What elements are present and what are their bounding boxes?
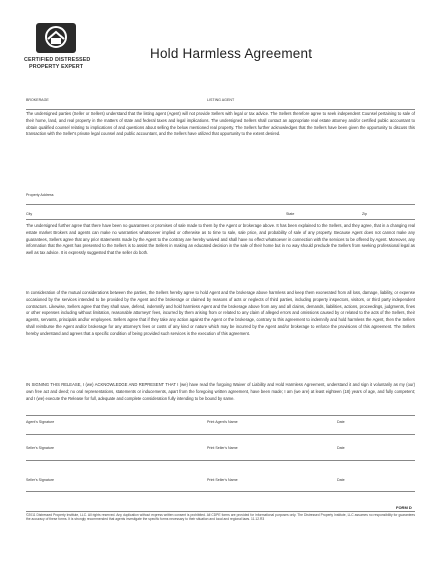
footer-divider — [26, 511, 415, 512]
brokerage-label: BROKERAGE — [26, 98, 49, 102]
paragraph-text: The undersigned parties (Seller or Sellers) understand that the listing agent (Agent) will not provide Sellers with legal or tax advice. The Sellers therefore agree to seek independent Counsel pertaining to sale of their home, land, and real property in the matters of state and federal taxes and legal implications. The undersigned Sellers shall contact an appropriate real estate attorney and/or certified public accountant to obtain qualified counsel relating to implications of and questions about selling the below mentioned real property. The Sellers further acknowledges that the Sellers have been given the opportunity to discuss this transaction with the Seller's private legal counsel and public accountant, and the Sellers have utilized that opportunity to the extent desired. — [26, 111, 415, 137]
paragraph-hold-harmless — [26, 290, 415, 337]
seller-signature-label-1: Seller's Signature — [26, 446, 55, 450]
state-label: State — [286, 212, 295, 216]
city-state-zip-line[interactable] — [26, 219, 415, 220]
brokerage-divider — [26, 109, 415, 110]
paragraph-no-guarantees — [26, 223, 415, 257]
paragraph-release — [26, 382, 415, 402]
print-agent-name-label: Print Agent's Name — [207, 420, 238, 424]
form-id: FORM D — [396, 505, 412, 510]
paragraph-legal-advice — [26, 111, 415, 138]
property-address-label: Property Address — [26, 193, 54, 197]
print-seller-name-label-2: Print Seller's Name — [207, 478, 238, 482]
signature-divider-top — [26, 415, 415, 416]
logo-text-line2: PROPERTY EXPERT — [29, 64, 84, 70]
city-label: City — [26, 212, 33, 216]
seller-signature-label-2: Seller's Signature — [26, 478, 55, 482]
page-title: Hold Harmless Agreement — [150, 46, 313, 61]
agent-signature-label: Agent's Signature — [26, 420, 55, 424]
agent-date-label: Date — [337, 420, 345, 424]
seller-date-label-2: Date — [337, 478, 345, 482]
paragraph-text: In consideration of the mutual considerations between the parties, the Sellers hereby agree to hold Agent and the brokerage above harmless and keep them exonerated from all loss, damage, liability, or expense occasioned by the services intended to be provided by the Agent and the brokerage or claimed by reasons of acts or neglects of third parties, including property inspectors, visitors, or third party independent contractors. Likewise, Sellers agree that they shall save, defend, indemnify and hold harmless Agent and the brokerage above from any and all claims, demands, liabilities, actions, proceedings, judgments, fines or other expenses including without limitation, reasonable attorneys' fees, incurred by them arising from or related to any claim of alleged errors and omissions caused by or related to the acts of the Sellers, their agents, servants, principals and/or employees. Sellers agree that if they take any action against the Agent or the brokerage, contrary to this agreement to indemnify and hold harmless the Agent, then the Sellers shall reimburse the Agent and/or brokerage for any attorney's fees or costs of any kind or nature which may be incurred by the Agent and/or brokerage to enforce the provisions of this agreement. The Sellers hereby understand and agrees that a specific condition of being provided such services is the execution of this agreement. — [26, 290, 415, 336]
paragraph-text: IN SIGNING THIS RELEASE, I (we) ACKNOWLEDGE AND REPRESENT THAT I (we) have read the forgoing Waiver of Liability and Hold Harmless Agreement, understand it and sign it voluntarily as my (our) own free act and deed; no oral representations, statements or inducements, apart from the foregoing written agreement, have been made; I am (we are) at least eighteen (18) years of age, and fully competent; and I (we) execute the Release for full, adequate and complete consideration fully intending to be bound by same. — [26, 382, 415, 401]
footer-copyright — [26, 513, 415, 521]
seller-signature-line-2[interactable] — [26, 491, 415, 492]
property-address-line[interactable] — [26, 204, 415, 205]
logo-text-line1: CERTIFIED DISTRESSED — [24, 57, 91, 63]
agent-signature-line[interactable] — [26, 434, 415, 435]
zip-label: Zip — [362, 212, 367, 216]
house-seal-icon — [36, 23, 76, 53]
print-seller-name-label-1: Print Seller's Name — [207, 446, 238, 450]
logo-badge — [36, 23, 76, 53]
listing-agent-label: LISTING AGENT — [207, 98, 235, 102]
footer-text: ©2011 Distressed Property Institute, LLC. All rights reserved. Any duplication without express written consent is prohibited. All CDPE forms are provided for informational purposes only. The Distressed Property Institute, LLC assumes no responsibility for guarantees the accuracy of these forms. It is strongly recommended that agents investigate the specific forms necessary to their situation and local and regional laws. 11.12.R3 — [26, 513, 415, 522]
seller-signature-line-1[interactable] — [26, 460, 415, 461]
paragraph-text: The undersigned further agree that there have been no guarantees or promises of sale made to them by the Agent or brokerage above. It has been explained to the Sellers, and they agree, that in a changing real estate market Brokers and agents can make no warranties whatsoever implied or otherwise as to time to sale, sale price, and probability of sale of any property. Because Agent does not cannot make any guarantees, Sellers agree that any prior statements made by the Agent to the contrary are hereby waived and shall have no effect whatsoever in connection with the services to be offered by Agent. Moreover, any information that the Agent has presented to the Sellers is to assist the Sellers in making an educated decision in the sale of their home but in no way should preclude the Sellers from seeking professional legal as well as tax advice. It is expressly suggested that the seller do both. — [26, 223, 415, 255]
seller-date-label-1: Date — [337, 446, 345, 450]
